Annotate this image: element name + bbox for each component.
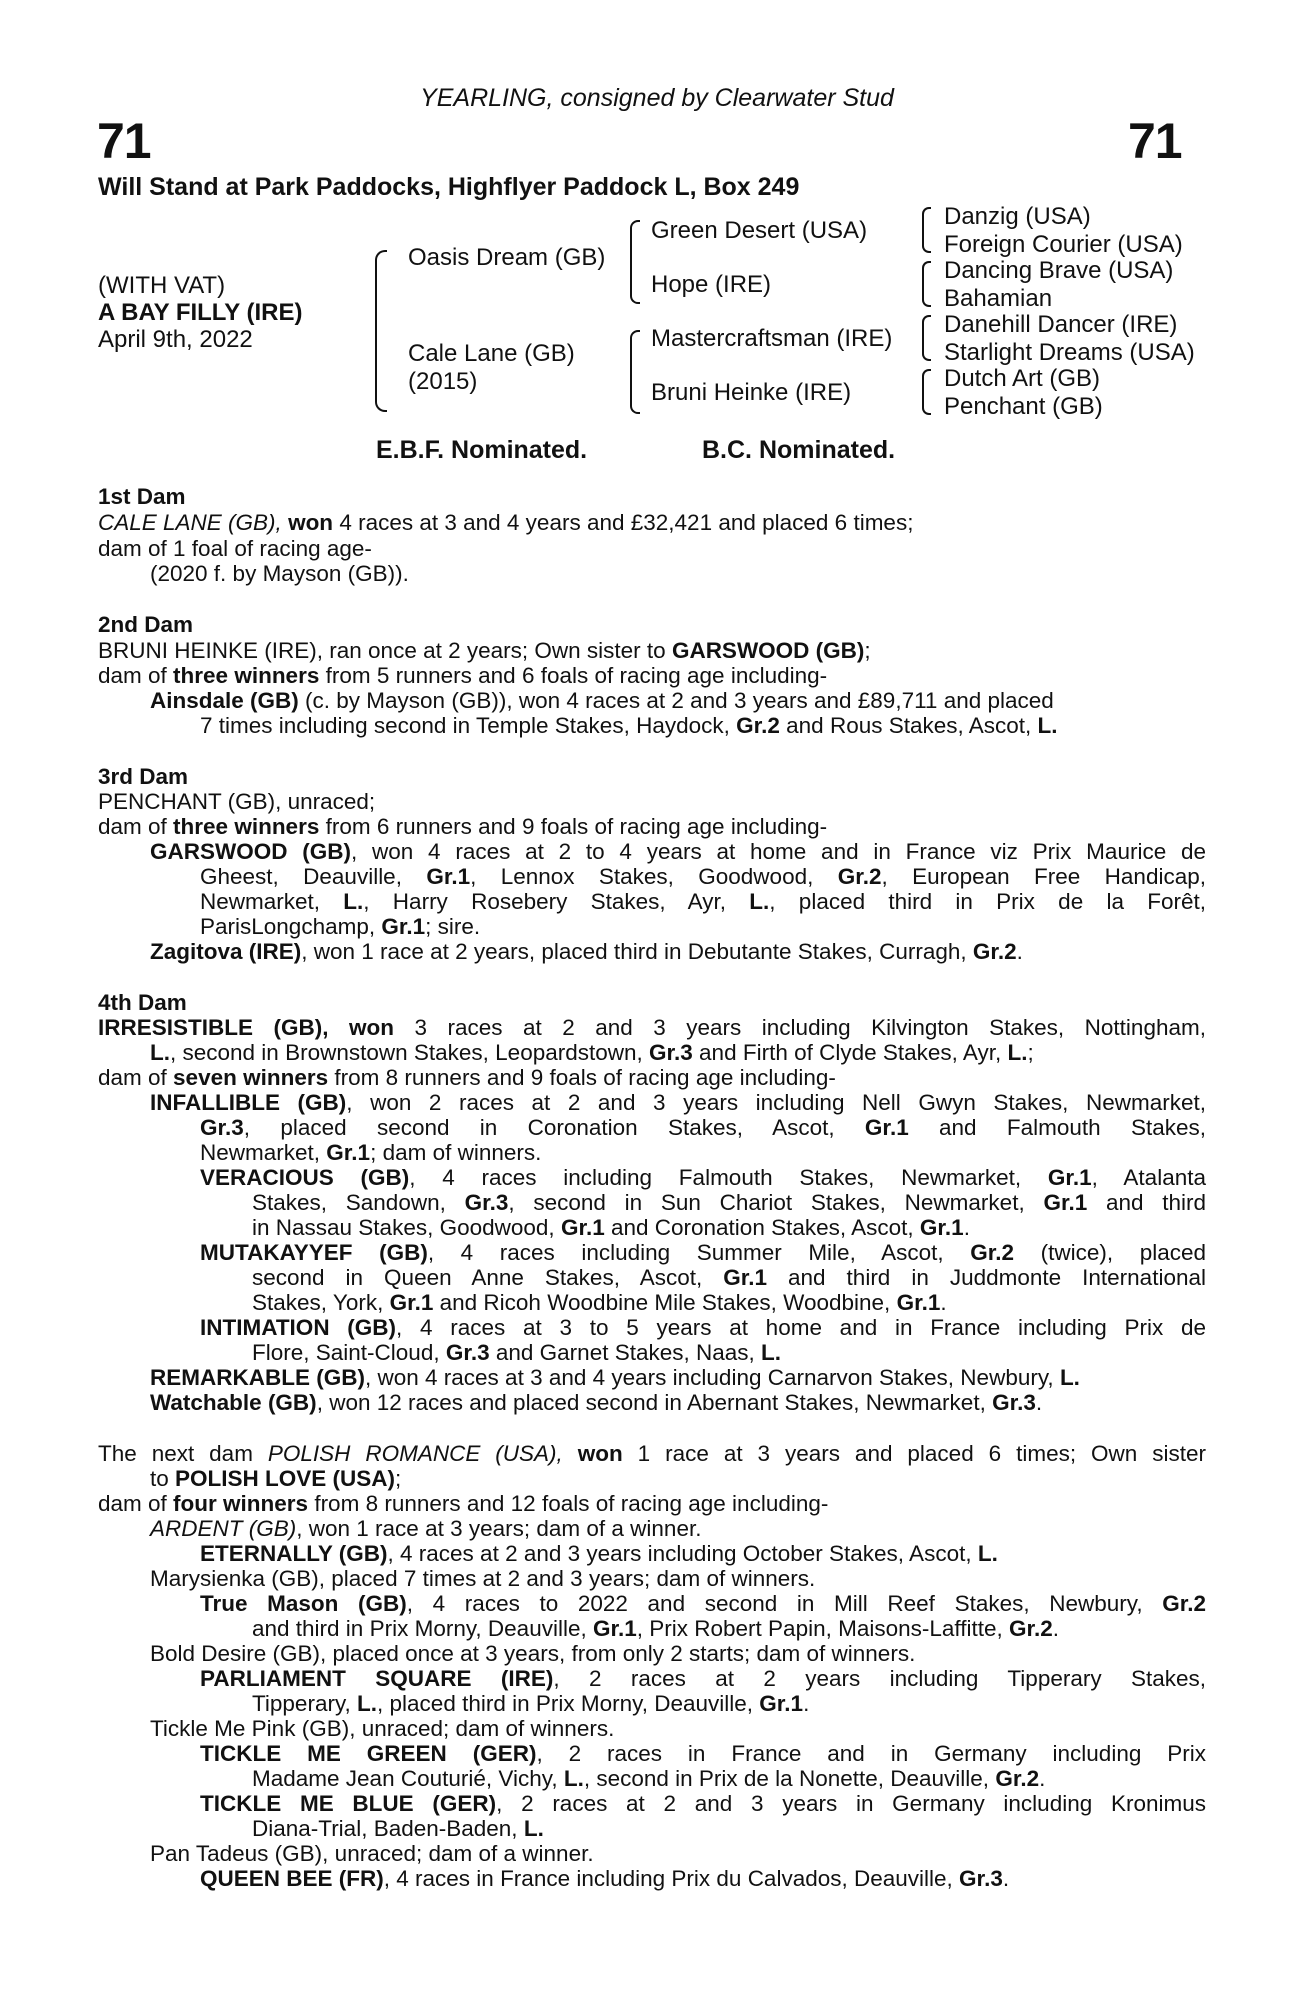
third-dam-line: Newmarket, L., Harry Rosebery Stakes, Ayr, L., placed third in Prix de la Forêt, [200, 889, 1207, 914]
pedigree-brace-dam [630, 330, 640, 414]
dam-name: Cale Lane (GB) [408, 340, 575, 367]
fourth-dam-line: Stakes, York, Gr.1 and Ricoh Woodbine Mile Stakes, Woodbine, Gr.1. [252, 1290, 947, 1315]
ebf-nomination: E.B.F. Nominated. [376, 436, 588, 464]
stand-location: Will Stand at Park Paddocks, Highflyer Paddock L, Box 249 [98, 173, 800, 201]
second-dam-line: 7 times including second in Temple Stakes, Haydock, Gr.2 and Rous Stakes, Ascot, L. [200, 713, 1058, 738]
fourth-dam-line: Watchable (GB), won 12 races and placed second in Abernant Stakes, Newmarket, Gr.3. [150, 1390, 1043, 1415]
gen2-sire-sire: Green Desert (USA) [651, 217, 868, 244]
next-dam-line: to POLISH LOVE (USA); [150, 1466, 402, 1491]
fourth-dam-line: Gr.3, placed second in Coronation Stakes, Ascot, Gr.1 and Falmouth Stakes, [200, 1115, 1206, 1140]
fourth-dam-heading: 4th Dam [98, 990, 187, 1015]
first-dam-heading: 1st Dam [98, 484, 186, 509]
third-dam-line: dam of three winners from 6 runners and 9 foals of racing age including- [98, 814, 828, 839]
gen2-sire-dam: Hope (IRE) [651, 271, 772, 298]
dam-year: (2015) [408, 368, 478, 395]
first-dam-line: (2020 f. by Mayson (GB)). [150, 561, 409, 586]
next-dam-line: ETERNALLY (GB), 4 races at 2 and 3 years including October Stakes, Ascot, L. [200, 1541, 998, 1566]
pedigree-brace-g3-1 [922, 207, 931, 253]
gen3-2: Foreign Courier (USA) [944, 231, 1183, 258]
lot-number-right: 71 [1128, 113, 1182, 169]
second-dam-line: Ainsdale (GB) (c. by Mayson (GB)), won 4 races at 2 and 3 years and £89,711 and placed [150, 688, 1054, 713]
gen2-dam-dam: Bruni Heinke (IRE) [651, 379, 852, 406]
fourth-dam-line: Stakes, Sandown, Gr.3, second in Sun Chariot Stakes, Newmarket, Gr.1 and third [252, 1190, 1206, 1215]
fourth-dam-line: dam of seven winners from 8 runners and 9 foals of racing age including- [98, 1065, 836, 1090]
next-dam-line: Madame Jean Couturié, Vichy, L., second in Prix de la Nonette, Deauville, Gr.2. [252, 1766, 1046, 1791]
next-dam-line: ARDENT (GB), won 1 race at 3 years; dam of a winner. [150, 1516, 702, 1541]
sire-name: Oasis Dream (GB) [408, 244, 606, 271]
pedigree-brace-g3-3 [922, 315, 931, 361]
vat-note: (WITH VAT) [98, 272, 226, 299]
next-dam-line: The next dam POLISH ROMANCE (USA), won 1 race at 3 years and placed 6 times; Own sister [98, 1441, 1206, 1466]
first-dam-line: CALE LANE (GB), won 4 races at 3 and 4 years and £32,421 and placed 6 times; [98, 510, 914, 535]
next-dam-line: Diana-Trial, Baden-Baden, L. [252, 1816, 544, 1841]
next-dam-line: Tipperary, L., placed third in Prix Morny, Deauville, Gr.1. [252, 1691, 810, 1716]
fourth-dam-line: VERACIOUS (GB), 4 races including Falmouth Stakes, Newmarket, Gr.1, Atalanta [200, 1165, 1206, 1190]
gen3-5: Danehill Dancer (IRE) [944, 311, 1178, 338]
next-dam-line: TICKLE ME BLUE (GER), 2 races at 2 and 3 years in Germany including Kronimus [200, 1791, 1206, 1816]
pedigree-brace-sire [630, 220, 640, 304]
gen2-dam-sire: Mastercraftsman (IRE) [651, 325, 893, 352]
next-dam-line: dam of four winners from 8 runners and 12 foals of racing age including- [98, 1491, 829, 1516]
gen3-7: Dutch Art (GB) [944, 365, 1101, 392]
third-dam-line: ParisLongchamp, Gr.1; sire. [200, 914, 481, 939]
third-dam-line: PENCHANT (GB), unraced; [98, 789, 376, 814]
fourth-dam-line: L., second in Brownstown Stakes, Leopardstown, Gr.3 and Firth of Clyde Stakes, Ayr, L.; [150, 1040, 1034, 1065]
next-dam-line: Tickle Me Pink (GB), unraced; dam of winners. [150, 1716, 615, 1741]
pedigree-brace-g3-2 [922, 261, 931, 307]
pedigree-brace-g3-4 [922, 369, 931, 415]
foaling-date: April 9th, 2022 [98, 326, 253, 353]
fourth-dam-line: in Nassau Stakes, Goodwood, Gr.1 and Coronation Stakes, Ascot, Gr.1. [252, 1215, 970, 1240]
third-dam-line: GARSWOOD (GB), won 4 races at 2 to 4 years at home and in France viz Prix Maurice de [150, 839, 1206, 864]
third-dam-line: Zagitova (IRE), won 1 race at 2 years, placed third in Debutante Stakes, Curragh, Gr.2. [150, 939, 1023, 964]
gen3-4: Bahamian [944, 285, 1053, 312]
next-dam-line: True Mason (GB), 4 races to 2022 and second in Mill Reef Stakes, Newbury, Gr.2 [200, 1591, 1207, 1616]
gen3-1: Danzig (USA) [944, 203, 1091, 230]
second-dam-heading: 2nd Dam [98, 612, 194, 637]
second-dam-line: BRUNI HEINKE (IRE), ran once at 2 years; Own sister to GARSWOOD (GB); [98, 638, 871, 663]
lot-number-left: 71 [97, 113, 151, 169]
consignor-line: YEARLING, consigned by Clearwater Stud [420, 84, 894, 112]
third-dam-line: Gheest, Deauville, Gr.1, Lennox Stakes, Goodwood, Gr.2, European Free Handicap, [200, 864, 1206, 889]
third-dam-heading: 3rd Dam [98, 764, 189, 789]
fourth-dam-line: INFALLIBLE (GB), won 2 races at 2 and 3 years including Nell Gwyn Stakes, Newmarket, [150, 1090, 1206, 1115]
fourth-dam-line: MUTAKAYYEF (GB), 4 races including Summer Mile, Ascot, Gr.2 (twice), placed [200, 1240, 1207, 1265]
fourth-dam-line: INTIMATION (GB), 4 races at 3 to 5 years at home and in France including Prix de [200, 1315, 1206, 1340]
next-dam-line: QUEEN BEE (FR), 4 races in France including Prix du Calvados, Deauville, Gr.3. [200, 1866, 1010, 1891]
gen3-6: Starlight Dreams (USA) [944, 339, 1195, 366]
next-dam-line: Pan Tadeus (GB), unraced; dam of a winner. [150, 1841, 594, 1866]
fourth-dam-line: IRRESISTIBLE (GB), won 3 races at 2 and 3 years including Kilvington Stakes, Nottingham, [98, 1015, 1206, 1040]
next-dam-line: PARLIAMENT SQUARE (IRE), 2 races at 2 years including Tipperary Stakes, [200, 1666, 1206, 1691]
fourth-dam-line: Flore, Saint-Cloud, Gr.3 and Garnet Stakes, Naas, L. [252, 1340, 782, 1365]
second-dam-line: dam of three winners from 5 runners and 6 foals of racing age including- [98, 663, 828, 688]
pedigree-brace-main [375, 250, 387, 412]
horse-name: A BAY FILLY (IRE) [98, 299, 303, 326]
next-dam-line: and third in Prix Morny, Deauville, Gr.1, Prix Robert Papin, Maisons-Laffitte, Gr.2. [252, 1616, 1060, 1641]
next-dam-line: Bold Desire (GB), placed once at 3 years, from only 2 starts; dam of winners. [150, 1641, 916, 1666]
gen3-3: Dancing Brave (USA) [944, 257, 1174, 284]
first-dam-line: dam of 1 foal of racing age- [98, 536, 372, 561]
fourth-dam-line: Newmarket, Gr.1; dam of winners. [200, 1140, 542, 1165]
next-dam-line: TICKLE ME GREEN (GER), 2 races in France and in Germany including Prix [200, 1741, 1206, 1766]
fourth-dam-line: REMARKABLE (GB), won 4 races at 3 and 4 years including Carnarvon Stakes, Newbury, L. [150, 1365, 1080, 1390]
gen3-8: Penchant (GB) [944, 393, 1103, 420]
fourth-dam-line: second in Queen Anne Stakes, Ascot, Gr.1 and third in Juddmonte International [252, 1265, 1206, 1290]
bc-nomination: B.C. Nominated. [702, 436, 896, 464]
next-dam-line: Marysienka (GB), placed 7 times at 2 and 3 years; dam of winners. [150, 1566, 816, 1591]
